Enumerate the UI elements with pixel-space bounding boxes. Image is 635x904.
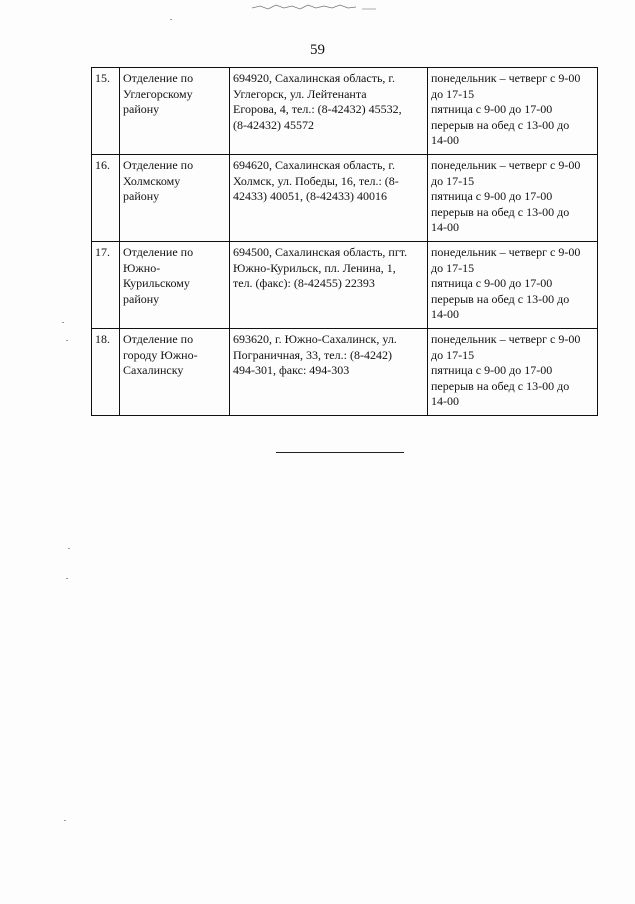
hours-cell [428,68,598,155]
address-line: (8-42432) 45572 [233,117,314,132]
hours-line: перерыв на обед с 13-00 до [431,204,570,219]
hours-line: 14-00 [431,307,459,321]
address-cell [230,329,428,416]
hours-line: до 17-15 [431,173,475,188]
address-line: 694920, Сахалинская область, г. [233,71,395,85]
address-line: Егорова, 4, тел.: (8-42432) 45532, [233,102,402,116]
office-name-line: Холмскому [123,173,181,188]
hours-cell [428,155,598,242]
address-line: 494-301, факс: 494-303 [233,363,350,377]
address-line: Южно-Курильск, пл. Ленина, 1, [233,260,396,275]
office-name-cell [120,329,230,416]
office-name-line: Отделение по [123,245,194,259]
office-name-line: Отделение по [123,71,194,85]
offices-table-body [92,68,598,416]
hours-line: пятница с 9-00 до 17-00 [431,102,553,116]
offices-table [91,67,598,416]
scan-speck [66,578,68,579]
office-name-line: Южно- [123,260,161,275]
address-cell [230,242,428,329]
scan-artifact [250,2,380,12]
hours-cell [428,242,598,329]
hours-line: до 17-15 [431,260,475,275]
address-line: 694620, Сахалинская область, г. [233,158,395,172]
address-line: Холмск, ул. Победы, 16, тел.: (8- [233,173,399,188]
office-name-line: району [123,189,160,203]
scan-speck [66,340,68,341]
row-number-cell: 15. [92,68,120,155]
scan-speck [170,19,172,20]
office-name-line: району [123,291,160,306]
row-number-cell: 17. [92,242,120,329]
address-line: Углегорск, ул. Лейтенанта [233,86,367,101]
address-line: 42433) 40051, (8-42433) 40016 [233,189,387,203]
hours-line: пятница с 9-00 до 17-00 [431,189,553,203]
scan-speck [68,548,70,549]
hours-line: перерыв на обед с 13-00 до [431,117,570,132]
end-rule [276,452,404,453]
office-name-line: Сахалинску [123,363,184,377]
address-line: тел. (факс): (8-42455) 22393 [233,276,375,290]
hours-line: до 17-15 [431,86,475,101]
address-line: 694500, Сахалинская область, пгт. [233,245,408,259]
address-line: 693620, г. Южно-Сахалинск, ул. [233,332,397,346]
office-name-line: Курильскому [123,276,190,290]
hours-line: 14-00 [431,394,459,408]
hours-line: понедельник – четверг с 9-00 [431,158,581,172]
office-name-line: городу Южно- [123,347,198,362]
hours-line: перерыв на обед с 13-00 до [431,378,570,393]
row-number-cell: 16. [92,155,120,242]
address-cell [230,68,428,155]
table-row [92,329,598,416]
scan-speck [64,820,66,821]
office-name-cell [120,155,230,242]
hours-line: понедельник – четверг с 9-00 [431,332,581,346]
hours-line: 14-00 [431,220,459,234]
hours-line: до 17-15 [431,347,475,362]
office-name-cell [120,242,230,329]
office-name-line: району [123,102,160,116]
hours-line: перерыв на обед с 13-00 до [431,291,570,306]
office-name-line: Отделение по [123,158,194,172]
scan-speck [62,322,64,323]
table-row [92,155,598,242]
office-name-line: Отделение по [123,332,194,346]
address-cell [230,155,428,242]
hours-cell [428,329,598,416]
hours-line: 14-00 [431,133,459,147]
office-name-line: Углегорскому [123,86,193,101]
row-number-cell: 18. [92,329,120,416]
hours-line: пятница с 9-00 до 17-00 [431,276,553,290]
table-row [92,68,598,155]
hours-line: понедельник – четверг с 9-00 [431,245,581,259]
table-row [92,242,598,329]
hours-line: понедельник – четверг с 9-00 [431,71,581,85]
office-name-cell [120,68,230,155]
hours-line: пятница с 9-00 до 17-00 [431,363,553,377]
address-line: Пограничная, 33, тел.: (8-4242) [233,347,392,362]
page-number: 59 [310,42,325,58]
